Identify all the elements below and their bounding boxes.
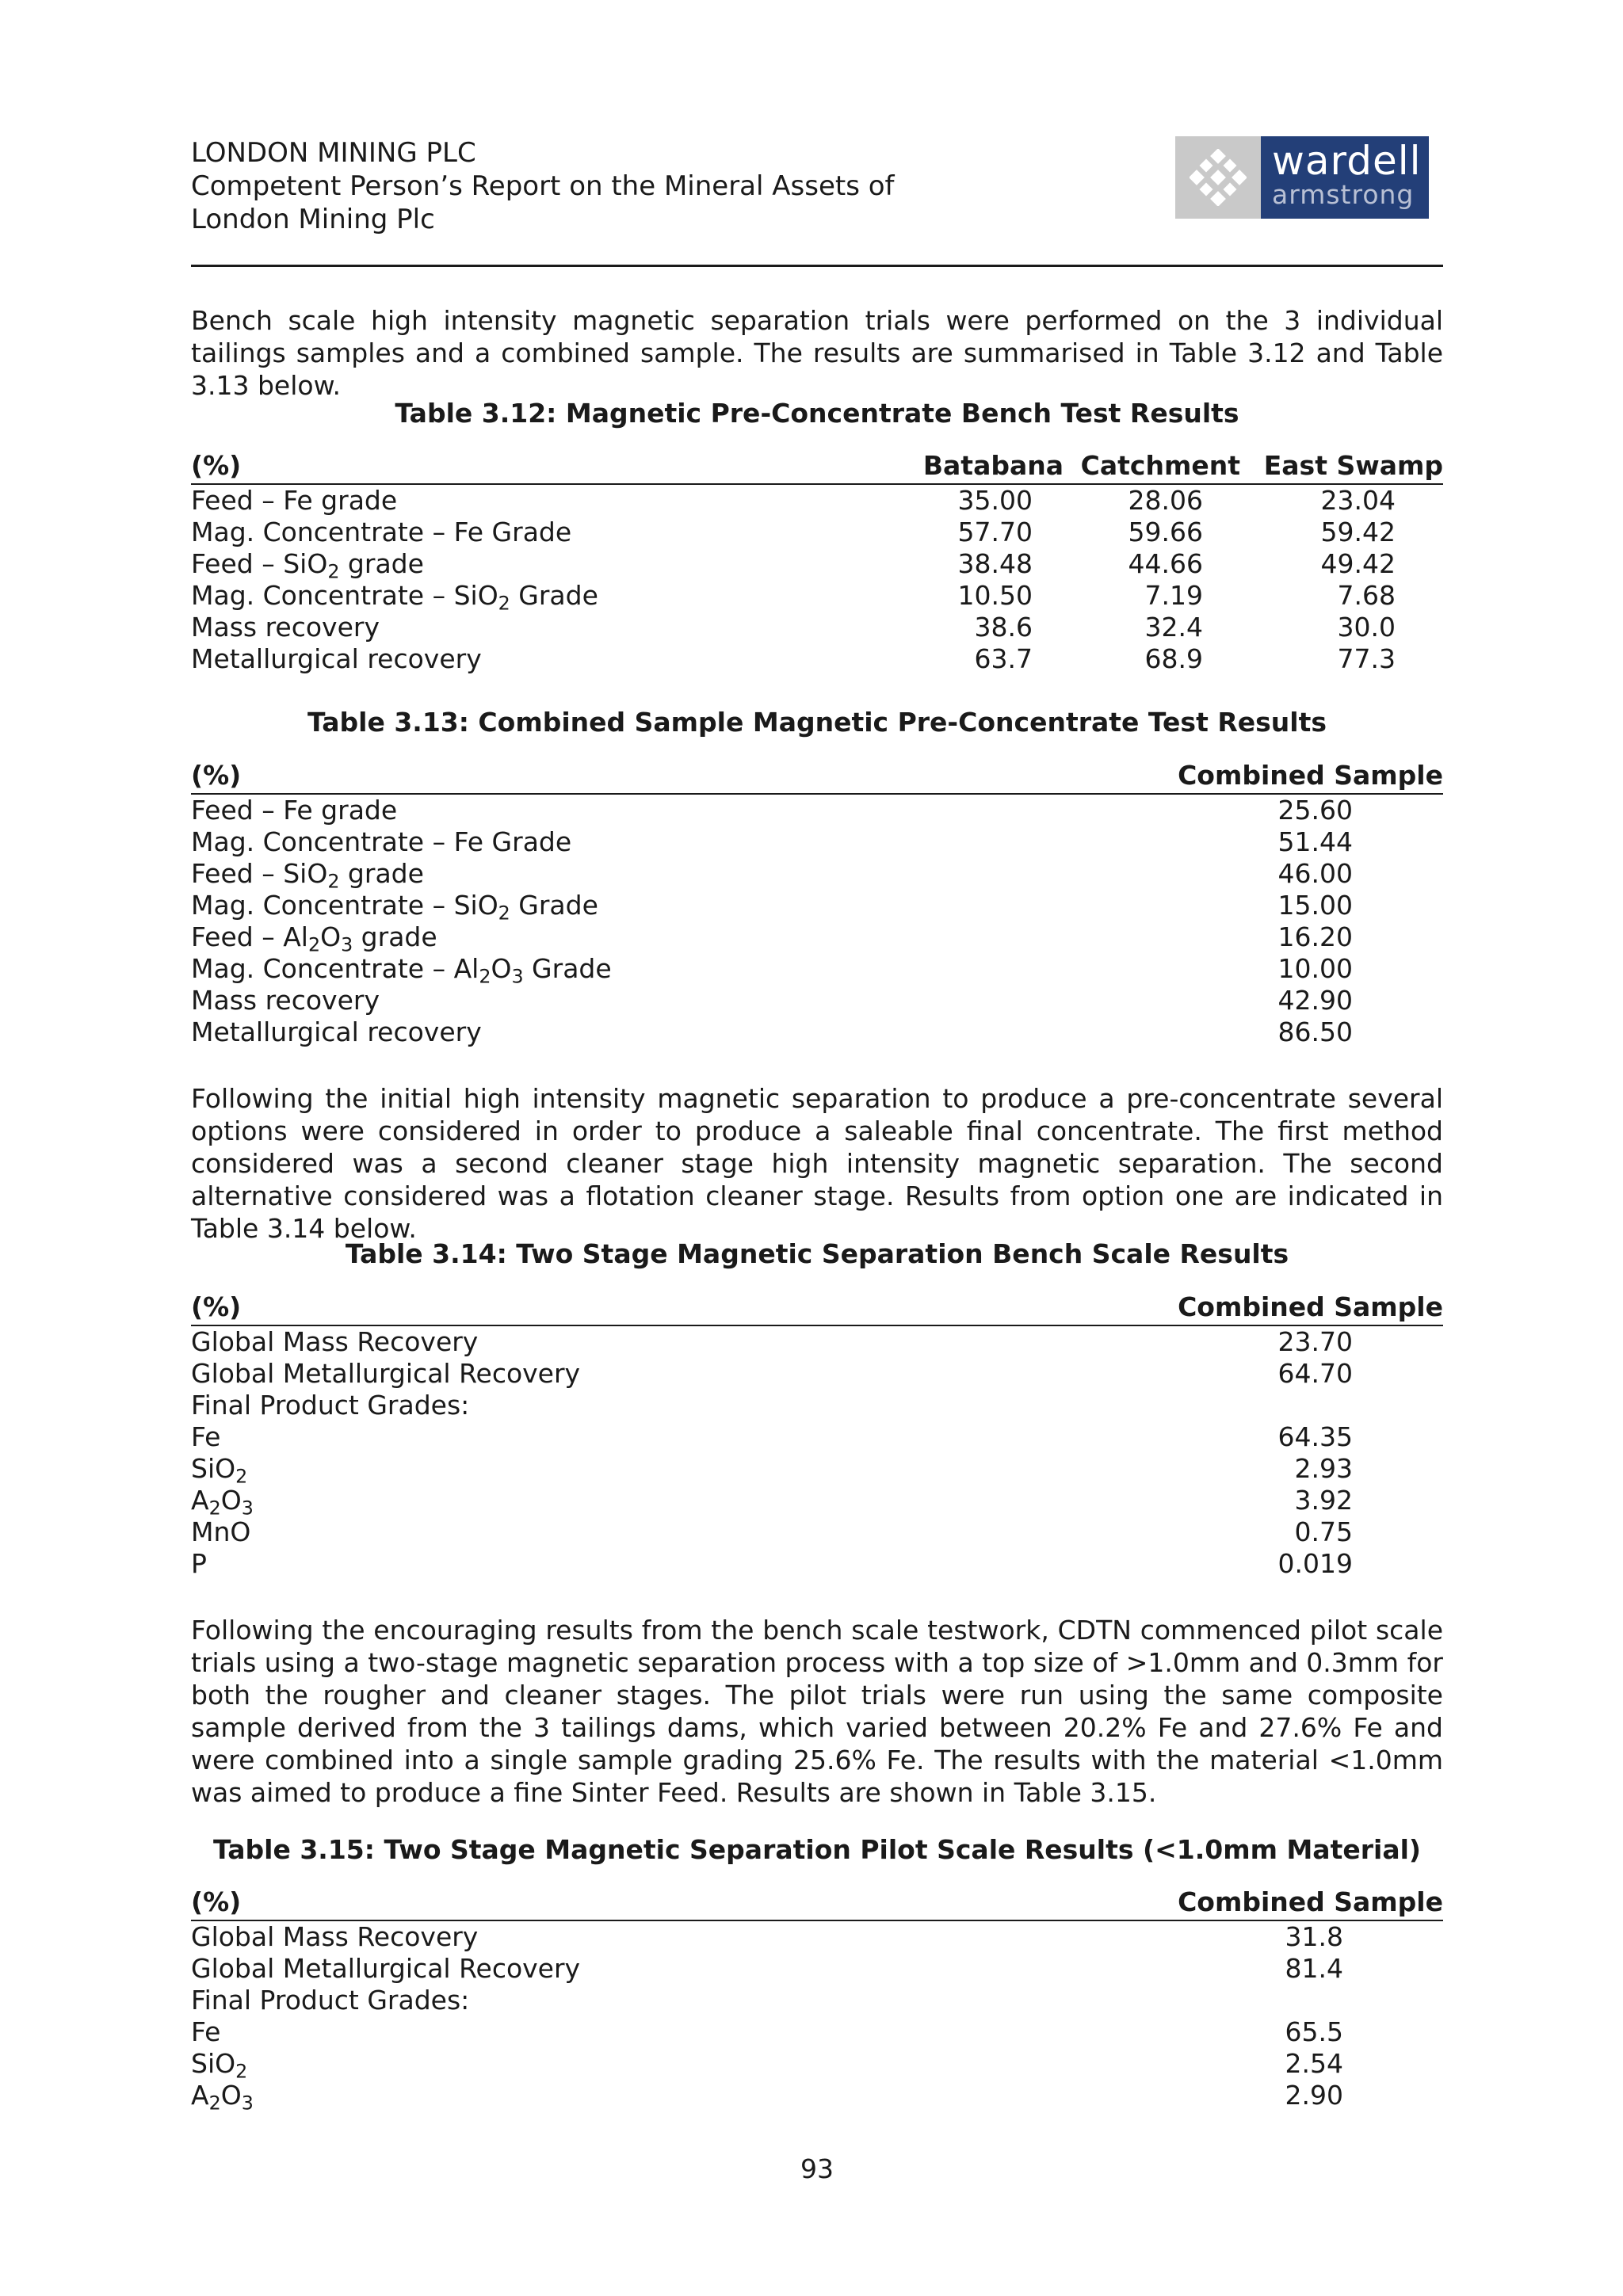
- cell-value: 51.44: [1277, 826, 1353, 857]
- table-3-12-caption: Table 3.12: Magnetic Pre-Concentrate Bench Test Results: [395, 398, 1239, 429]
- label-text: Mag. Concentrate – Fe Grade: [191, 517, 572, 547]
- company-name: LONDON MINING PLC: [191, 137, 476, 169]
- table-row: [191, 517, 1443, 548]
- row-label: [191, 2080, 254, 2115]
- table-row: [191, 1453, 1443, 1488]
- table-row: [191, 921, 1443, 956]
- logo-wordmark: wardell: [1272, 138, 1422, 184]
- cell-value: 31.8: [1285, 1921, 1343, 1952]
- label-subscript: 3: [341, 933, 353, 956]
- cell-value: 25.60: [1277, 795, 1353, 826]
- label-subscript: 2: [327, 560, 340, 583]
- label-text: O: [220, 2080, 242, 2111]
- table-row: [191, 826, 1443, 858]
- cell-value: 64.35: [1277, 1421, 1353, 1452]
- label-text: Global Mass Recovery: [191, 1921, 479, 1952]
- cell-value: 23.04: [1320, 485, 1396, 516]
- table-row: [191, 2016, 1443, 2048]
- row-label: [191, 795, 397, 826]
- cell-value: 81.4: [1285, 1953, 1343, 1984]
- row-label: [191, 1485, 254, 1520]
- label-text: Metallurgical recovery: [191, 643, 482, 674]
- label-subscript: 2: [208, 1497, 221, 1520]
- cell-value: 65.5: [1285, 2016, 1343, 2047]
- cell-value: 15.00: [1277, 890, 1353, 921]
- label-text: Feed – SiO: [191, 548, 328, 579]
- cell-value: 59.42: [1320, 517, 1396, 547]
- cell-value: 38.48: [957, 548, 1033, 579]
- table-body: [191, 1921, 1443, 2115]
- pilot-paragraph: Following the encouraging results from the bench scale testwork, CDTN commenced pilot scale trials using a two-stage magnetic separation process with a top size of >1.0mm and 0.3mm for both the rougher and cleaner stages. The pilot trials were run using the same composite sample derived from the 3 tailings dams, which varied between 20.2% Fe and 27.6% Fe and were combined into a single sample grading 25.6% Fe. The results with the material <1.0mm was aimed to produce a fine Sinter Feed. Results are shown in Table 3.15.: [191, 1615, 1443, 1808]
- label-text: Mass recovery: [191, 612, 380, 643]
- label-text: Metallurgical recovery: [191, 1016, 482, 1047]
- label-subscript: 2: [479, 965, 491, 988]
- cell-value: 49.42: [1320, 548, 1396, 579]
- cell-value: 10.00: [1277, 953, 1353, 984]
- row-label: [191, 921, 437, 956]
- table-row: [191, 1326, 1443, 1358]
- table-3-13: [191, 760, 1443, 1048]
- header-batabana: Batabana: [922, 450, 1064, 481]
- header-combined-sample: Combined Sample: [1178, 760, 1443, 791]
- table-row: [191, 485, 1443, 517]
- table-row: [191, 1953, 1443, 1985]
- table-row: [191, 1390, 1443, 1421]
- cell-value: 7.68: [1337, 580, 1396, 611]
- cell-value: 30.0: [1337, 612, 1396, 643]
- cell-value: 63.7: [974, 643, 1033, 674]
- row-label: [191, 1358, 580, 1390]
- label-subscript: 2: [235, 2060, 248, 2083]
- table-row: [191, 548, 1443, 583]
- page-header: [191, 136, 1443, 265]
- intro-paragraph: Bench scale high intensity magnetic separation trials were performed on the 3 individual tailings samples and a combined sample. The results are summarised in Table 3.12 and Table 3.13 below.: [191, 305, 1443, 401]
- row-label: [191, 953, 612, 988]
- table-row: [191, 1548, 1443, 1580]
- table-row: [191, 1921, 1443, 1953]
- cell-value: 86.50: [1277, 1016, 1353, 1047]
- table-row: [191, 1421, 1443, 1453]
- table-row: [191, 858, 1443, 893]
- row-label: [191, 1985, 469, 2016]
- table-header-row: [191, 1291, 1443, 1326]
- label-text: SiO: [191, 1453, 236, 1484]
- label-subscript: 2: [307, 933, 321, 956]
- label-text: Grade: [510, 580, 598, 611]
- header-unit: (%): [191, 1291, 242, 1322]
- row-label: [191, 1548, 207, 1580]
- cell-value: 7.19: [1144, 580, 1203, 611]
- options-paragraph: Following the initial high intensity magnetic separation to produce a pre-concentrate several options were considered in order to produce a saleable final concentrate. The first method considered was a second cleaner stage high intensity magnetic separation. The second alternative considered was a flotation cleaner stage. Results from option one are indicated in Table 3.14 below.: [191, 1083, 1443, 1244]
- label-text: Mass recovery: [191, 985, 380, 1016]
- row-label: [191, 2016, 220, 2048]
- table-row: [191, 2048, 1443, 2083]
- cell-value: 64.70: [1277, 1358, 1353, 1389]
- row-label: [191, 612, 380, 643]
- label-text: Fe: [191, 1421, 221, 1452]
- label-subscript: 2: [498, 592, 510, 615]
- label-subscript: 3: [241, 2092, 254, 2115]
- report-subject: London Mining Plc: [191, 204, 435, 235]
- table-row: [191, 1516, 1443, 1548]
- cell-value: 3.92: [1294, 1485, 1353, 1516]
- row-label: [191, 1953, 580, 1985]
- table-header-row: [191, 760, 1443, 795]
- label-text: grade: [353, 921, 437, 952]
- label-text: O: [491, 953, 512, 984]
- table-row: [191, 1016, 1443, 1048]
- table-body: [191, 1326, 1443, 1580]
- label-text: MnO: [191, 1516, 251, 1547]
- table-row: [191, 890, 1443, 925]
- header-unit: (%): [191, 760, 242, 791]
- table-3-12: [191, 450, 1443, 675]
- cell-value: 44.66: [1128, 548, 1203, 579]
- label-text: Mag. Concentrate – SiO: [191, 890, 498, 921]
- table-row: [191, 795, 1443, 826]
- label-subscript: 2: [327, 870, 340, 893]
- row-label: [191, 1390, 469, 1421]
- row-label: [191, 1453, 248, 1488]
- wardell-armstrong-logo: [1175, 136, 1429, 219]
- cell-value: 2.54: [1285, 2048, 1343, 2079]
- table-body: [191, 795, 1443, 1048]
- row-label: [191, 643, 482, 675]
- label-subscript: 2: [498, 902, 510, 925]
- table-body: [191, 485, 1443, 675]
- header-unit: (%): [191, 1886, 242, 1917]
- label-text: Feed – Al: [191, 921, 308, 952]
- label-text: Global Metallurgical Recovery: [191, 1953, 581, 1984]
- row-label: [191, 2048, 248, 2083]
- label-text: Global Mass Recovery: [191, 1326, 479, 1357]
- row-label: [191, 858, 424, 893]
- header-combined-sample: Combined Sample: [1178, 1291, 1443, 1322]
- table-row: [191, 1985, 1443, 2016]
- table-3-15: [191, 1886, 1443, 2115]
- label-text: Grade: [523, 953, 612, 984]
- report-title: Competent Person’s Report on the Mineral Assets of: [191, 170, 895, 202]
- page-number: 93: [800, 2153, 834, 2184]
- label-text: Feed – SiO: [191, 858, 328, 889]
- table-row: [191, 612, 1443, 643]
- table-header-row: [191, 450, 1443, 485]
- label-text: Mag. Concentrate – Al: [191, 953, 479, 984]
- label-text: A: [191, 2080, 209, 2111]
- table-3-14-caption: Table 3.14: Two Stage Magnetic Separation Bench Scale Results: [345, 1238, 1289, 1269]
- header-divider: [191, 265, 1443, 267]
- label-text: A: [191, 1485, 209, 1516]
- cell-value: 57.70: [957, 517, 1033, 547]
- cell-value: 42.90: [1277, 985, 1353, 1016]
- label-text: Feed – Fe grade: [191, 485, 398, 516]
- table-row: [191, 1358, 1443, 1390]
- label-text: Final Product Grades:: [191, 1390, 470, 1421]
- table-header-row: [191, 1886, 1443, 1921]
- cell-value: 2.93: [1294, 1453, 1353, 1484]
- logo-emblem-icon: [1175, 136, 1261, 219]
- table-3-14: [191, 1291, 1443, 1580]
- label-text: grade: [339, 548, 424, 579]
- cell-value: 23.70: [1277, 1326, 1353, 1357]
- row-label: [191, 548, 424, 583]
- header-catchment: Catchment: [1080, 450, 1240, 481]
- label-text: Mag. Concentrate – SiO: [191, 580, 498, 611]
- row-label: [191, 1016, 482, 1048]
- header-text: [191, 136, 895, 236]
- cell-value: 77.3: [1337, 643, 1396, 674]
- header-combined-sample: Combined Sample: [1178, 1886, 1443, 1917]
- cell-value: 16.20: [1277, 921, 1353, 952]
- label-text: Feed – Fe grade: [191, 795, 398, 826]
- cell-value: 46.00: [1277, 858, 1353, 889]
- label-subscript: 2: [235, 1465, 248, 1488]
- table-3-13-caption: Table 3.13: Combined Sample Magnetic Pre-Concentrate Test Results: [307, 707, 1327, 738]
- header-unit: (%): [191, 450, 242, 481]
- label-text: SiO: [191, 2048, 236, 2079]
- label-text: Grade: [510, 890, 598, 921]
- label-subscript: 2: [208, 2092, 221, 2115]
- cell-value: 68.9: [1144, 643, 1203, 674]
- cell-value: 0.75: [1294, 1516, 1353, 1547]
- row-label: [191, 826, 571, 858]
- cell-value: 38.6: [974, 612, 1033, 643]
- row-label: [191, 580, 598, 615]
- row-label: [191, 1921, 478, 1953]
- label-text: Final Product Grades:: [191, 1985, 470, 2016]
- label-text: O: [220, 1485, 242, 1516]
- cell-value: 35.00: [957, 485, 1033, 516]
- cell-value: 0.019: [1277, 1548, 1353, 1579]
- cell-value: 10.50: [957, 580, 1033, 611]
- label-text: O: [320, 921, 342, 952]
- row-label: [191, 1421, 220, 1453]
- label-text: grade: [339, 858, 424, 889]
- table-3-15-caption: Table 3.15: Two Stage Magnetic Separation Pilot Scale Results (<1.0mm Material): [213, 1834, 1421, 1865]
- cell-value: 28.06: [1128, 485, 1203, 516]
- table-row: [191, 580, 1443, 615]
- cell-value: 59.66: [1128, 517, 1203, 547]
- table-row: [191, 2080, 1443, 2115]
- row-label: [191, 517, 571, 548]
- row-label: [191, 1516, 250, 1548]
- row-label: [191, 485, 397, 517]
- row-label: [191, 1326, 478, 1358]
- cell-value: 32.4: [1144, 612, 1203, 643]
- label-text: P: [191, 1548, 207, 1579]
- table-row: [191, 643, 1443, 675]
- table-row: [191, 953, 1443, 988]
- cell-value: 2.90: [1285, 2080, 1343, 2111]
- table-row: [191, 1485, 1443, 1520]
- row-label: [191, 985, 380, 1016]
- label-text: Mag. Concentrate – Fe Grade: [191, 826, 572, 857]
- label-text: Global Metallurgical Recovery: [191, 1358, 581, 1389]
- label-subscript: 3: [511, 965, 524, 988]
- row-label: [191, 890, 598, 925]
- label-text: Fe: [191, 2016, 221, 2047]
- logo-subtitle: armstrong: [1272, 179, 1415, 210]
- table-row: [191, 985, 1443, 1016]
- header-east-swamp: East Swamp: [1263, 450, 1443, 481]
- label-subscript: 3: [241, 1497, 254, 1520]
